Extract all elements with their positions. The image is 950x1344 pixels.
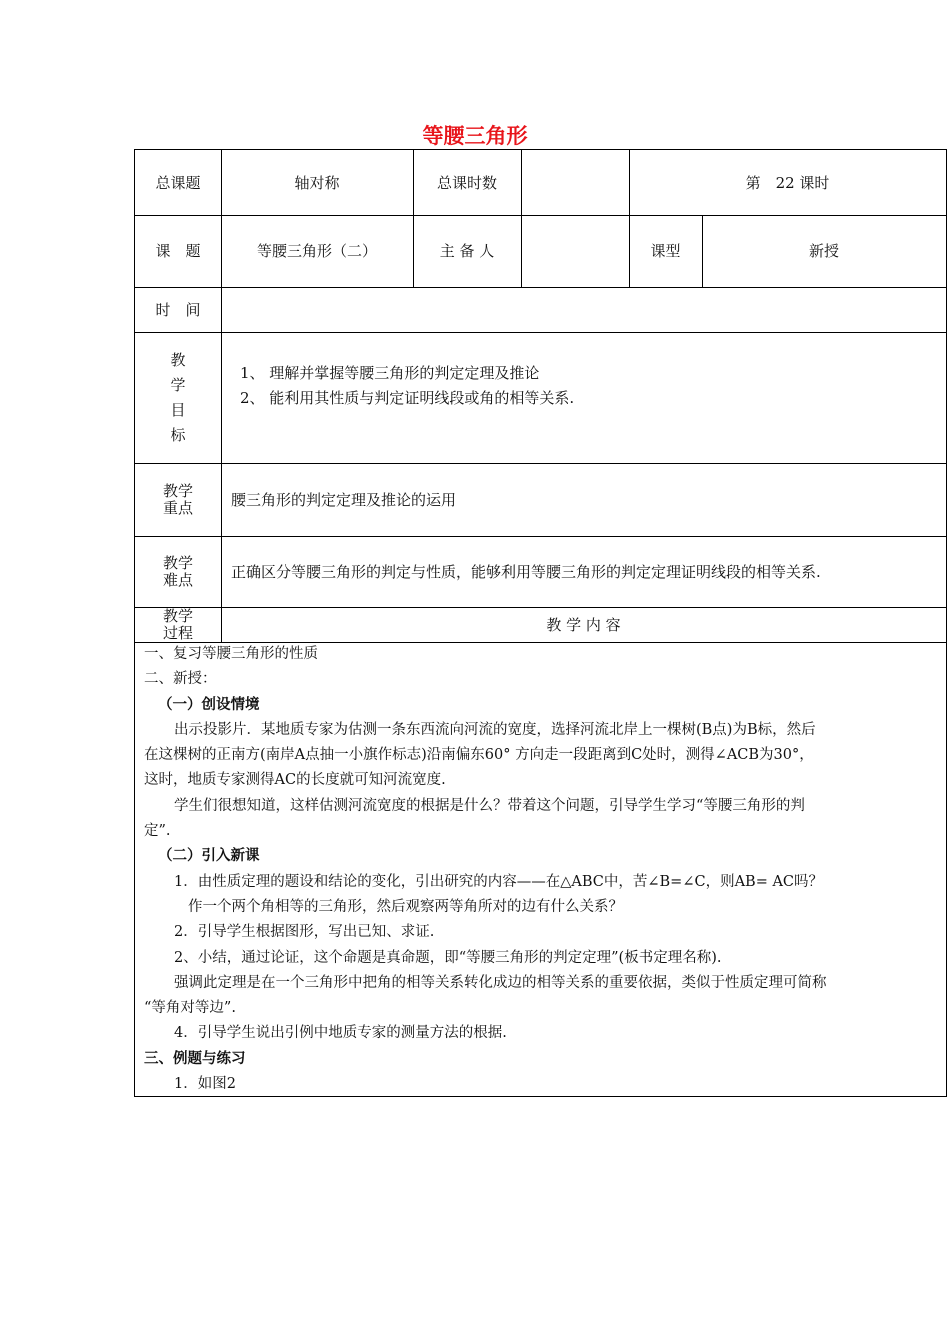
preparer-label: 主 备 人 xyxy=(439,242,495,260)
paragraph: 4．引导学生说出引例中地质专家的测量方法的根据. xyxy=(174,1025,507,1042)
preparer-value xyxy=(521,215,629,287)
lesson-type-label: 课型 xyxy=(650,242,681,260)
paragraph: 作一个两个角相等的三角形，然后观察两等角所对的边有什么关系？ xyxy=(188,898,623,915)
teaching-goals-list xyxy=(240,361,930,411)
section-review: 一、复习等腰三角形的性质 xyxy=(144,646,318,662)
paragraph: 在这棵树的正南方(南岸A点抽一小旗作标志)沿南偏东60° 方向走一段距离到C处时，测得∠ACB为30°， xyxy=(144,747,814,764)
lesson-type-value: 新授 xyxy=(808,242,839,260)
total-hours-label: 总课时数 xyxy=(436,173,497,192)
goal-item: 2、 能利用其性质与判定证明线段或角的相等关系. xyxy=(240,389,575,407)
paragraph: 学生们很想知道，这样估测河流宽度的根据是什么？带着这个问题，引导学生学习“等腰三角形的判 xyxy=(174,797,805,814)
process-label: 教学 过程 xyxy=(162,606,193,642)
paragraph: 2．引导学生根据图形，写出已知、求证. xyxy=(174,924,435,941)
total-hours-value xyxy=(521,150,629,215)
document-title: 等腰三角形 xyxy=(422,124,528,148)
paragraph: 出示投影片．某地质专家为估测一条东西流向河流的宽度，选择河流北岸上一棵树(B点)为B标，然后 xyxy=(174,721,816,738)
difficulty-label: 教学 难点 xyxy=(162,553,193,589)
lesson-topic-label: 课 题 xyxy=(155,242,201,260)
paragraph: 1．由性质定理的题设和结论的变化，引出研究的内容——在△ABC中，苦∠B=∠C，则AB= AC吗？ xyxy=(174,873,824,890)
subheading-new-lesson: （二）引入新课 xyxy=(158,848,260,865)
paragraph: 强调此定理是在一个三角形中把角的相等关系转化成边的相等关系的重要依据，类似于性质定理可简称 xyxy=(174,974,827,991)
paragraph: 定”. xyxy=(144,823,171,840)
time-label: 时 间 xyxy=(155,300,201,319)
goal-item: 1、 理解并掌握等腰三角形的判定定理及推论 xyxy=(240,364,540,382)
paragraph: 这时，地质专家测得AC的长度就可知河流宽度. xyxy=(144,772,446,789)
subheading-scenario: （一）创设情境 xyxy=(158,696,260,713)
course-topic-value: 轴对称 xyxy=(294,173,340,192)
section-examples: 三、例题与练习 xyxy=(144,1050,246,1067)
lesson-topic-value: 等腰三角形（二） xyxy=(256,242,377,260)
teaching-content xyxy=(144,642,944,1097)
key-points-label: 教学 重点 xyxy=(162,481,193,517)
course-topic-label: 总课题 xyxy=(155,173,201,192)
section-new: 二、新授： xyxy=(144,671,217,688)
paragraph: 2、小结，通过论证，这个命题是真命题，即“等腰三角形的判定定理”(板书定理名称). xyxy=(174,949,722,966)
time-value xyxy=(231,287,931,332)
content-header: 教 学 内 容 xyxy=(546,615,621,634)
paragraph: 1．如图2 xyxy=(174,1076,236,1093)
difficulty-text: 正确区分等腰三角形的判定与性质，能够利用等腰三角形的判定定理证明线段的相等关系. xyxy=(231,562,821,581)
teaching-goals-label: 教 学 目 标 xyxy=(170,350,186,444)
key-points-text: 腰三角形的判定定理及推论的运用 xyxy=(231,490,457,509)
paragraph: “等角对等边”. xyxy=(144,1000,236,1017)
lesson-number: 第 22 课时 xyxy=(745,173,830,192)
